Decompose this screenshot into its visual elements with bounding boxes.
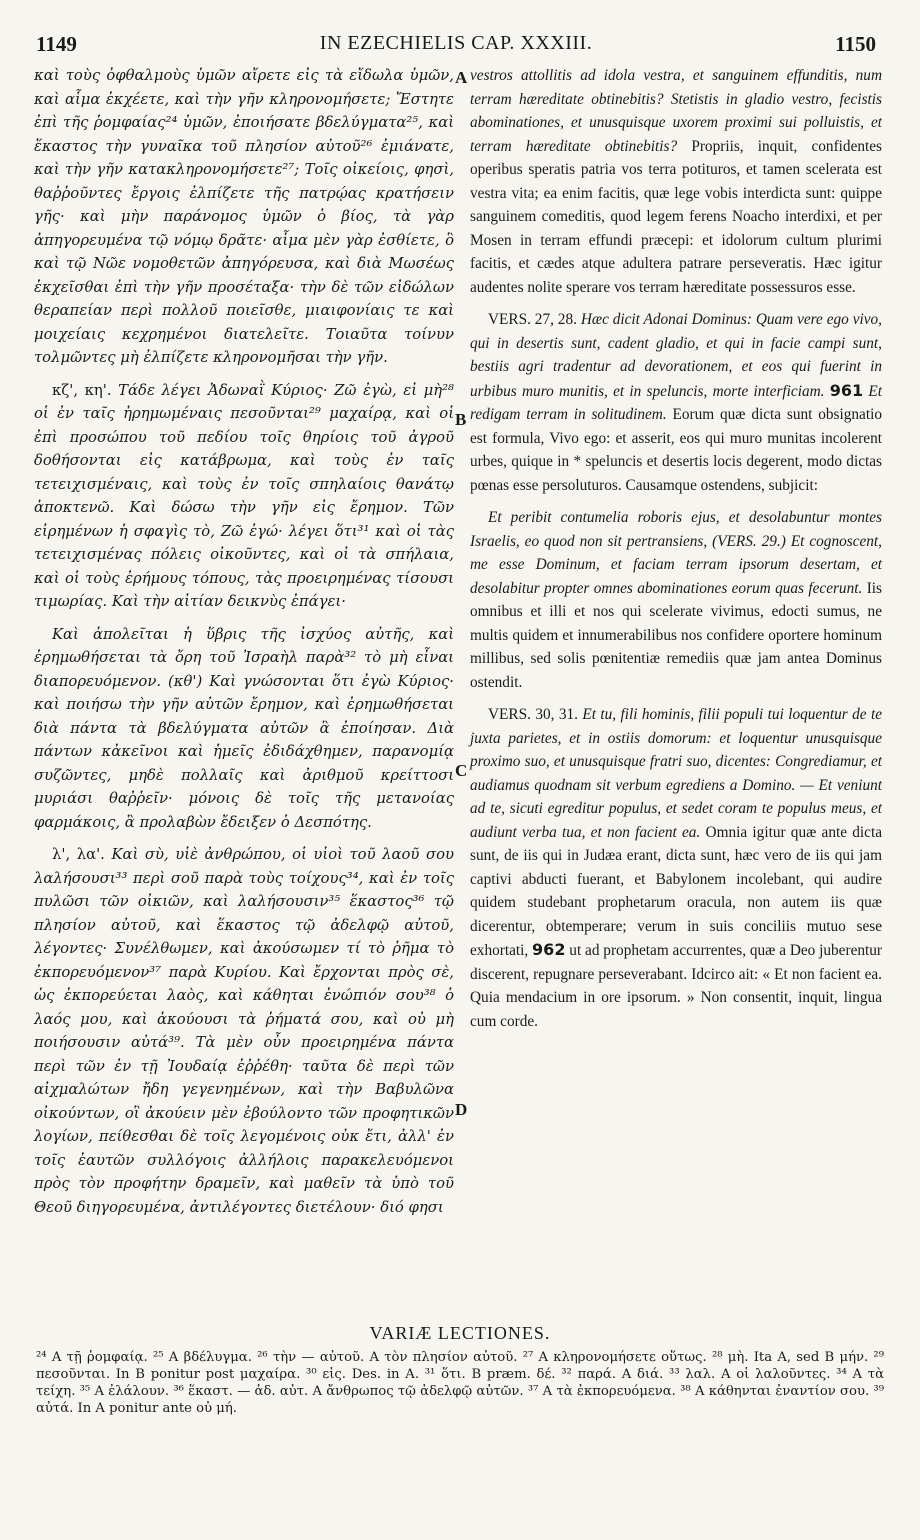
verse-reference: VERS. 30, 31. <box>488 706 578 723</box>
margin-letter-c: C <box>455 761 468 780</box>
latin-commentary-text: Eorum quæ dicta sunt obsignatio est formula, Vivo ego: et asserit, eos qui muro munitas incolerent urbes, quique in * speluncis et desertis locis degerent, modo dictas pœnas esse persoluturos. Causamque ostendens, subjicit: <box>470 406 882 494</box>
latin-commentary-text: Iis omnibus et illi et nos qui scelerate vivimus, edocti sumus, ne multis quidem et innumerabilibus nos confidere oportere hominum millibus, sed solis pœnitentiæ remediis quæ jam antea Dominus ostendit. <box>470 579 882 691</box>
latin-paragraph <box>470 308 882 497</box>
latin-scripture-text: Et redigam terram in solitudinem. <box>470 382 883 423</box>
greek-column <box>34 64 454 1228</box>
latin-paragraph <box>470 506 882 694</box>
variae-lectiones-heading: VARIÆ LECTIONES. <box>369 1323 551 1343</box>
latin-scripture-text: vestros attollitis ad idola vestra, et sanguinem effunditis, num terram hæreditate obtinebitis? Stetistis in gladio vestro, fecistis abominationes, et unusquisque uxorem proximi sui polluistis, et terram hæreditate obtinebitis? <box>470 67 882 155</box>
verse-reference: VERS. 27, 28. <box>488 311 577 328</box>
greek-text: Καὶ σὺ, υἱὲ ἀνθρώπου, οἱ υἱοὶ τοῦ λαοῦ σου λαλήσουσι³³ περὶ σοῦ παρὰ τοὺς τοίχους³⁴, καὶ ἐν τοῖς πυλῶσι τῶν οἰκιῶν, καὶ λαλήσουσιν³⁵ ἕκαστος³⁶ τῷ πλησίον αὐτοῦ, καὶ ἕκαστος τῷ ἀδελφῷ αὐτοῦ, λέγοντες· Συνέλθωμεν, καὶ ἀκούσωμεν τί τὸ ῥῆμα τὸ ἐκπορευόμενον³⁷ παρὰ Κυρίου. Καὶ ἔρχονται πρὸς σὲ, ὡς ἐκπορεύεται λαὸς, καὶ κάθηται ἐνώπιόν σου³⁸ ὁ λαός μου, καὶ ἀκούουσι τὰ ῥήματά σου, καὶ οὐ μὴ ποιήσουσιν αὐτά³⁹. Τὰ μὲν οὖν προειρημένα πάντα περὶ τῶν ἐν τῇ Ἰουδαίᾳ ἐῤῥέθη· ταῦτα δὲ περὶ τῶν αἰχμαλώτων ἤδη γεγενημένων, καὶ τὴν Βαβυλῶνα οἰκούντων, οἳ ἀκούειν μὲν ἐβούλοντο τῶν προφητικῶν λογίων, πείθεσθαι δὲ τοῖς λεγομένοις οὐκ ἔτι, ἀλλ' ἐν τοῖς ἑαυτῶν συλλόγοις ἀλλήλοις παρακελευόμενοι πρὸς τὸν προφήτην δραμεῖν, καὶ μαθεῖν τὰ ὑπὸ τοῦ Θεοῦ διηγορευμένα, ἀντιλέγοντες διετέλουν· διό φησι <box>34 846 454 1216</box>
verse-reference: κζ', κη'. <box>52 381 112 399</box>
margin-letter-d: D <box>455 1100 468 1119</box>
verse-reference: λ', λα'. <box>52 846 105 863</box>
latin-commentary-text: Propriis, inquit, confidentes operibus speratis patria vos terra potituros, et tamen scelerata est vestra vita; ea enim facitis, quæ lege vobis interdicta sunt: quippe sanguinem comeditis, quod legem ferens Noacho interdixi, et per Mosen in terram effundi præcepi: et idolorum cultum plurimi facitis, et cædes atque adultera patrare perseveratis. Hæc igitur audentes nolite sperare vos terram hæreditate possessuros esse. <box>470 137 883 296</box>
latin-column <box>470 64 882 1042</box>
latin-paragraph <box>470 64 882 299</box>
column-number-961: 961 <box>829 380 864 400</box>
latin-scripture-text: Et tu, fili hominis, filii populi tui loquentur de te juxta parietes, et in ostiis domorum: et loquentur unusquisque proximo suo, et unusquisque fratri suo, dicentes: Congrediamur, et audiamus quodnam sit verbum egrediens a Domino. — Et veniunt ad te, sicuti egreditur populus, et sedet coram te populus meus, et audiunt verba tua, et non facient ea. <box>470 706 882 841</box>
variae-lectiones-notes: ²⁴ A τῇ ῥομφαίᾳ. ²⁵ A βδέλυγμα. ²⁶ τὴν — αὐτοῦ. A τὸν πλησίον αὐτοῦ. ²⁷ A κληρονομήσετε οὕτως. ²⁸ μὴ. Ita A, sed B μήν. ²⁹ πεσοῦνται. In B ponitur post μαχαίρα. ³⁰ εἰς. Des. in A. ³¹ ὅτι. B præm. δέ. ³² παρά. A διά. ³³ λαλ. A οἱ λαλοῦντες. ³⁴ A τὰ τείχη. ³⁵ A ἐλάλουν. ³⁶ ἕκαστ. — ἀδ. αὐτ. A ἄνθρωπος τῷ ἀδελφῷ αὐτῶν. ³⁷ A τὰ ἐκπορευόμενα. ³⁸ A κάθηνται ἐναντίον σου. ³⁹ αὐτά. In A ponitur ante οὐ μή. <box>36 1350 884 1416</box>
greek-paragraph <box>34 64 454 370</box>
page-number-right: 1150 <box>835 32 876 56</box>
margin-letter-b: B <box>455 410 467 429</box>
column-number-962: 962 <box>532 940 566 959</box>
greek-text: Καὶ ἀπολεῖται ἡ ὕβρις τῆς ἰσχύος αὐτῆς, καὶ ἐρημωθήσεται τὰ ὄρη τοῦ Ἰσραὴλ παρὰ³² τὸ μὴ εἶναι διαπορευόμενον. (κθ') Καὶ γνώσονται ὅτι ἐγὼ Κύριος· καὶ ποιήσω τὴν γῆν αὐτῶν ἔρημον, καὶ ἐρημωθήσεται διὰ πάντα τὰ βδελύγματα αὐτῶν ἃ ἐποίησαν. Διὰ πάντων κἀκεῖνοι καὶ ἡμεῖς ἐδιδάχθημεν, παρανομίᾳ συζῶντες, μηδὲ πολλαῖς καὶ ἀριθμοῦ κρείττοσι μυριάσι θαῤῥεῖν· μόνοις δὲ τοῖς τῆς μετανοίας φαρμάκοις, ἃ προλαβὼν ἔδειξεν ὁ Δεσπότης. <box>34 625 454 831</box>
greek-paragraph <box>34 623 454 835</box>
greek-paragraph <box>34 379 454 614</box>
page-number-left: 1149 <box>36 32 77 56</box>
greek-text: Τάδε λέγει Ἀδωναῒ Κύριος· Ζῶ ἐγὼ, εἰ μὴ²⁸ οἱ ἐν ταῖς ἠρημωμέναις πεσοῦνται²⁹ μαχαίρᾳ, καὶ οἱ ἐπὶ προσώπου τοῦ πεδίου τοῖς θηρίοις τοῦ ἀγροῦ δοθήσονται εἰς κατάβρωμα, καὶ τοὺς ἐν ταῖς τετειχισμέναις, καὶ τοὺς ἐν τοῖς σπηλαίοις θανάτῳ ἀποκτενῶ. Καὶ δώσω τὴν γῆν εἰς ἔρημον. Τῶν εἰρημένων ἡ σφαγὶς τὸ, Ζῶ ἐγώ· λέγει ὅτι³¹ καὶ οἱ τὰς τετειχισμένας πόλεις οἰκοῦντες, καὶ οἱ τὰ σπήλαια, καὶ οἱ τοὺς ἐρήμους τόπους, τὰς προειρημένας τίσουσι τιμωρίας. Καὶ τὴν αἰτίαν δεικνὺς ἐπάγει· <box>34 381 454 610</box>
latin-commentary-text: Omnia igitur quæ ante dicta sunt, de iis qui in Judæa erant, dicta sunt, hæc vero de iis qui jam captivi abducti fuerant, et Babylonem incolebant, qui audire quidem studebant prophetarum oracula, non autem iis quæ dicerentur, obtemperare; verum in suis conciliis mutuo sese exhortati, <box>470 823 883 959</box>
latin-commentary-text: ut ad prophetam accurrentes, quæ a Deo juberentur discerent, repugnare perseverabant. Idcirco ait: « Et non facient ea. Quia mendacium in ore ipsorum. » Non consentit, inquit, lingua cum corde. <box>470 942 882 1030</box>
running-title: IN EZECHIELIS CAP. XXXIII. <box>319 32 593 54</box>
greek-text: καὶ τοὺς ὀφθαλμοὺς ὑμῶν αἴρετε εἰς τὰ εἴδωλα ὑμῶν, καὶ αἷμα ἐκχέετε, καὶ τὴν γῆν κληρονομήσετε; Ἔστητε ἐπὶ τῆς ῥομφαίας²⁴ ὑμῶν, ἐποιήσατε βδελύγματα²⁵, καὶ ἕκαστος τὴν γυναῖκα τοῦ πλησίον αὐτοῦ²⁶ ἐμιάνατε, καὶ τὴν γῆν κατακληρονομήσετε²⁷; Τοῖς οἰκείοις, φησὶ, θαῤῥοῦντες ἔργοις ἐλπίζετε τῆς πατρῴας κρατήσειν γῆς· καὶ μὴν παράνομος ὑμῶν ὁ βίος, τὰ γὰρ ἀπηγορευμένα τῷ νόμῳ δρᾶτε· αἷμα μὲν γὰρ ἐσθίετε, ὃ καὶ τῷ Νῶε νομοθετῶν ἀπηγόρευσα, καὶ διὰ Μωσέως ἐκχεῖσθαι ἐπὶ τὴν γῆν προσέταξα· τὴν δὲ τῶν εἰδώλων θεραπείαν περὶ πολλοῦ ποιεῖσθε, μιαιφονίαις τε καὶ μοιχείαις κεχρημένοι διατελεῖτε. Τοιαῦτα τοίνυν τολμῶντες μὴ ἐλπίζετε κληρονομῆσαι τὴν γῆν. <box>34 67 454 366</box>
margin-letter-a: A <box>455 68 468 87</box>
latin-scripture-text: Hæc dicit Adonai Dominus: Quam vere ego vivo, qui in desertis sunt, cadent gladio, et qui in facie campi sunt, bestiis agri tradentur ad devorationem, et eos qui fuerint in urbibus muro munitis, et in speluncis, morte interficiam. <box>470 311 882 400</box>
greek-paragraph <box>34 843 454 1219</box>
latin-scripture-text: Et peribit contumelia roboris ejus, et desolabuntur montes Israelis, eo quod non sit pertransiens, (VERS. 29.) Et cognoscent, me esse Dominum, et faciam terram ipsorum desertam, et desolabitur propter omnes abominationes eorum quas fecerunt. <box>470 509 882 597</box>
running-header <box>36 32 876 62</box>
latin-paragraph <box>470 703 882 1033</box>
